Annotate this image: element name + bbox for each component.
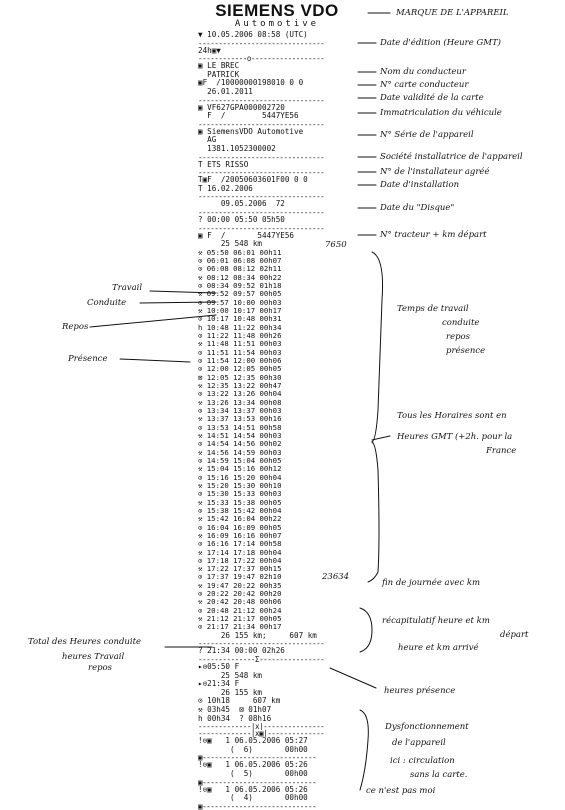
activity-row: ⊙ 06:01 06:08 00h07	[198, 257, 282, 266]
note-not-mine: ce n'est pas moi	[366, 786, 436, 796]
note-installer: Société installatrice de l'appareil	[380, 152, 523, 162]
activity-row: ⚒ 17:22 17:37 00h15	[198, 565, 282, 574]
divider: -------------------------------	[198, 169, 325, 177]
activity-row: ⚒ 15:20 15:30 00h10	[198, 481, 282, 490]
divider: -------------------------------	[198, 640, 325, 648]
activity-row: ⊙ 20:22 20:42 00h20	[198, 590, 282, 599]
activity-row: ⊙ 14:54 14:56 00h02	[198, 440, 282, 449]
event-detail: ( 6) 00h00	[198, 745, 308, 754]
day-odometer-end: 26 155 km; 607 km	[198, 631, 317, 640]
tacho-maker-1: ▣ SiemensVDO Automotive	[198, 127, 304, 136]
activity-row: ⊙ 11:54 12:00 00h06	[198, 356, 282, 365]
note-gmt-1: Tous les Horaires sont en	[397, 411, 507, 421]
activity-row: h 10:48 11:22 00h34	[198, 323, 282, 332]
activity-row: ⊙ 11:22 11:48 00h26	[198, 331, 282, 340]
note-malfunction-2: de l'appareil	[392, 738, 446, 748]
activity-row: ⊙ 17:18 17:22 00h04	[198, 556, 282, 565]
driver-name-1: ▣ LE BREC	[198, 62, 240, 71]
activity-row: ⚒ 21:12 21:17 00h05	[198, 615, 282, 624]
note-malfunction-1: Dysfonctionnement	[385, 722, 469, 732]
day-crossing-start: ? 00:00 05:50 05h50	[198, 215, 285, 224]
note-card-number: N° carte conducteur	[380, 80, 469, 90]
note-presence: heures présence	[384, 686, 456, 696]
workshop-name: T ETS RISSO	[198, 160, 249, 169]
divider: ▣----------------------------	[198, 778, 317, 786]
note-gmt-3: France	[486, 446, 517, 456]
event-detail: ( 5) 00h00	[198, 769, 308, 778]
note-install-date: Date d'installation	[380, 180, 460, 190]
activity-row: ⚒ 20:42 20:48 00h06	[198, 598, 282, 607]
note-malfunction-3: ici : circulation	[390, 756, 455, 766]
note-activity-1: Temps de travail	[397, 304, 469, 314]
activity-row: ⊙ 17:37 19:47 02h10	[198, 573, 282, 582]
note-gmt-2: Heures GMT (+2h. pour la	[397, 432, 513, 442]
activity-row: ⚒ 15:42 16:04 00h22	[198, 515, 282, 524]
note-recap-3: heure et km arrivé	[398, 643, 479, 653]
day-odometer-start: 25 548 km	[198, 240, 263, 249]
activity-row: ⚒ 15:33 15:38 00h05	[198, 498, 282, 507]
activity-row: ⚒ 05:50 06:01 00h11	[198, 248, 282, 257]
activity-row: ⊙ 12:00 12:05 00h05	[198, 365, 282, 374]
summary-rest: h 00h34 ? 08h16	[198, 714, 272, 723]
note-conduite: Conduite	[87, 298, 127, 308]
activity-row: ⊙ 13:53 14:51 00h58	[198, 423, 282, 432]
note-recap-2: départ	[500, 630, 529, 640]
driver-card-expiry: 26.01.2011	[198, 87, 253, 96]
divider: -------------------------------	[198, 120, 325, 128]
note-activity-2: conduite	[442, 318, 480, 328]
note-total-3: repos	[88, 663, 113, 673]
note-driver-name: Nom du conducteur	[380, 67, 466, 77]
summary-start-2: 25 548 km	[198, 671, 263, 680]
summary-end-1: ▸⊙21:34 F	[198, 680, 240, 689]
activity-row: ⊙ 11:51 11:54 00h03	[198, 348, 282, 357]
workshop-card: T▣F /20050603601F00 0 0	[198, 176, 308, 185]
divider: -------------|x▣|--------------	[198, 730, 325, 738]
activity-row: ⊙ 16:16 17:14 00h58	[198, 540, 282, 549]
divider: -------------------------------	[198, 39, 325, 47]
activity-row: ⊙ 10:17 10:48 00h31	[198, 315, 282, 324]
pointer-line	[330, 668, 376, 688]
divider: -------------------------------	[198, 193, 325, 201]
driver-name-2: PATRICK	[198, 70, 240, 79]
divider: ▣----------------------------	[198, 802, 317, 810]
note-repos: Repos	[62, 322, 89, 332]
note-disk-date: Date du "Disque"	[380, 203, 455, 213]
activity-row: ⊙ 09:57 10:00 00h03	[198, 298, 282, 307]
divider: --------------Σ----------------	[198, 655, 325, 663]
tacho-maker-2: AG	[198, 136, 217, 145]
day-date: 09.05.2006 72	[198, 200, 285, 209]
print-datetime: ▼ 10.05.2006 08:58 (UTC)	[198, 31, 308, 39]
activity-row: ⚒ 17:14 17:18 00h04	[198, 548, 282, 557]
activity-row: ⊙ 13:34 13:37 00h03	[198, 406, 282, 415]
vehicle-plate: F / 5447YE56	[198, 112, 299, 121]
activity-row: ⊙ 14:59 15:04 00h05	[198, 456, 282, 465]
activity-row: ⊙ 15:16 15:20 00h04	[198, 473, 282, 482]
activity-row: ⚒ 15:04 15:16 00h12	[198, 465, 282, 474]
pointer-line	[150, 291, 216, 293]
hours-line: 24h▣▼	[198, 46, 221, 55]
pointer-line	[120, 359, 190, 362]
event-head: !⊙▣ 1 06.05.2006 05:26	[198, 761, 308, 770]
activity-row: ⚒ 19:47 20:22 00h35	[198, 581, 282, 590]
activity-row: ⚒ 08:12 08:34 00h22	[198, 273, 282, 282]
note-activity-4: présence	[446, 346, 486, 356]
tacho-serial: 1381.1052300002	[198, 144, 276, 153]
event-head: !⊙▣ 1 06.05.2006 05:26	[198, 785, 308, 794]
pointer-line	[90, 315, 216, 327]
handwritten-odo-end: 23634	[322, 572, 350, 582]
activity-row: ⚒ 14:51 14:54 00h03	[198, 431, 282, 440]
divider: ------------o------------------	[198, 55, 325, 63]
bracket-events	[360, 710, 368, 790]
divider: ▣----------------------------	[198, 754, 317, 762]
workshop-date: T 16.02.2006	[198, 184, 253, 193]
activity-row: ⊙ 21:17 21:34 00h17	[198, 623, 282, 632]
activity-row: ⊙ 08:34 09:52 01h18	[198, 282, 282, 290]
divider: -------------------------------	[198, 153, 325, 161]
day-plate: ▣ F / 5447YE56	[198, 231, 295, 240]
event-head: !⊙▣ 1 06.05.2006 05:27	[198, 737, 308, 746]
divider: -------------------------------	[198, 224, 325, 232]
note-malfunction-4: sans la carte.	[410, 770, 468, 780]
summary-end-2: 26 155 km	[198, 688, 263, 697]
note-edition: Date d'édition (Heure GMT)	[380, 38, 501, 48]
driver-card-number: ▣F /10000000198010 0 0	[198, 79, 304, 88]
activity-row: ⚒ 11:48 11:51 00h03	[198, 340, 282, 349]
note-presence-left: Présence	[68, 354, 108, 364]
note-recap-1: récapitulatif heure et km	[382, 616, 490, 626]
note-card-validity: Date validité de la carte	[380, 93, 484, 103]
note-serial: N° Série de l'appareil	[380, 130, 474, 140]
note-total-1: Total des Heures conduite	[28, 637, 142, 647]
activity-row: ⊠ 12:05 12:35 00h30	[198, 373, 282, 382]
activity-row: ⊙ 13:22 13:26 00h04	[198, 390, 282, 399]
bracket-activities	[368, 252, 383, 582]
activity-row: ⊙ 15:38 15:42 00h04	[198, 506, 282, 515]
activity-row: ⊙ 16:04 16:09 00h05	[198, 523, 282, 532]
divider: -------------------------------	[198, 96, 325, 104]
activity-row: ⚒ 13:26 13:34 00h08	[198, 398, 282, 407]
activity-row: ⊙ 15:30 15:33 00h03	[198, 490, 282, 499]
event-detail: ( 4) 00h00	[198, 794, 308, 803]
activity-row: ⚒ 13:37 13:53 00h16	[198, 415, 282, 424]
activity-row: ⚒ 09:52 09:57 00h05	[198, 290, 282, 299]
vehicle-vin: ▣ VF627GPA000002720	[198, 103, 285, 112]
note-day-end: fin de journée avec km	[382, 578, 481, 588]
divider: -------------------------------	[198, 208, 325, 216]
brand-subtitle: Automotive	[234, 19, 320, 29]
bracket-recap	[360, 608, 372, 652]
note-activity-3: repos	[446, 332, 471, 342]
note-registration: Immatriculation du véhicule	[380, 108, 502, 118]
summary-start-1: ▸⊙05:50 F	[198, 662, 240, 671]
activity-row: ⚒ 16:09 16:16 00h07	[198, 531, 282, 540]
summary-drive: ⊙ 10h18 607 km	[198, 697, 281, 706]
activity-row: ⊙ 20:48 21:12 00h24	[198, 606, 282, 615]
summary-work: ⚒ 03h45 ⊠ 01h07	[198, 705, 272, 714]
note-installer-no: N° de l'installateur agréé	[380, 167, 490, 177]
note-brand: MARQUE DE L'APPAREIL	[396, 8, 509, 18]
activity-row: ⚒ 14:56 14:59 00h03	[198, 448, 282, 457]
pointer-line	[140, 302, 216, 303]
note-total-2: heures Travail	[62, 652, 125, 662]
day-crossing-end: ? 21:34 00:00 02h26	[198, 647, 285, 656]
handwritten-odo-start: 7650	[325, 240, 347, 250]
brand-logo: SIEMENS VDO	[215, 1, 339, 20]
note-odo-start: N° tracteur + km départ	[380, 230, 487, 240]
divider: -------------|x|---------------	[198, 723, 325, 731]
activity-row: ⊙ 06:08 08:12 02h11	[198, 265, 282, 274]
activity-row: ⚒ 12:35 13:22 00h47	[198, 381, 282, 390]
note-travail: Travail	[112, 283, 143, 293]
activity-row: ⚒ 10:00 10:17 00h17	[198, 306, 282, 315]
